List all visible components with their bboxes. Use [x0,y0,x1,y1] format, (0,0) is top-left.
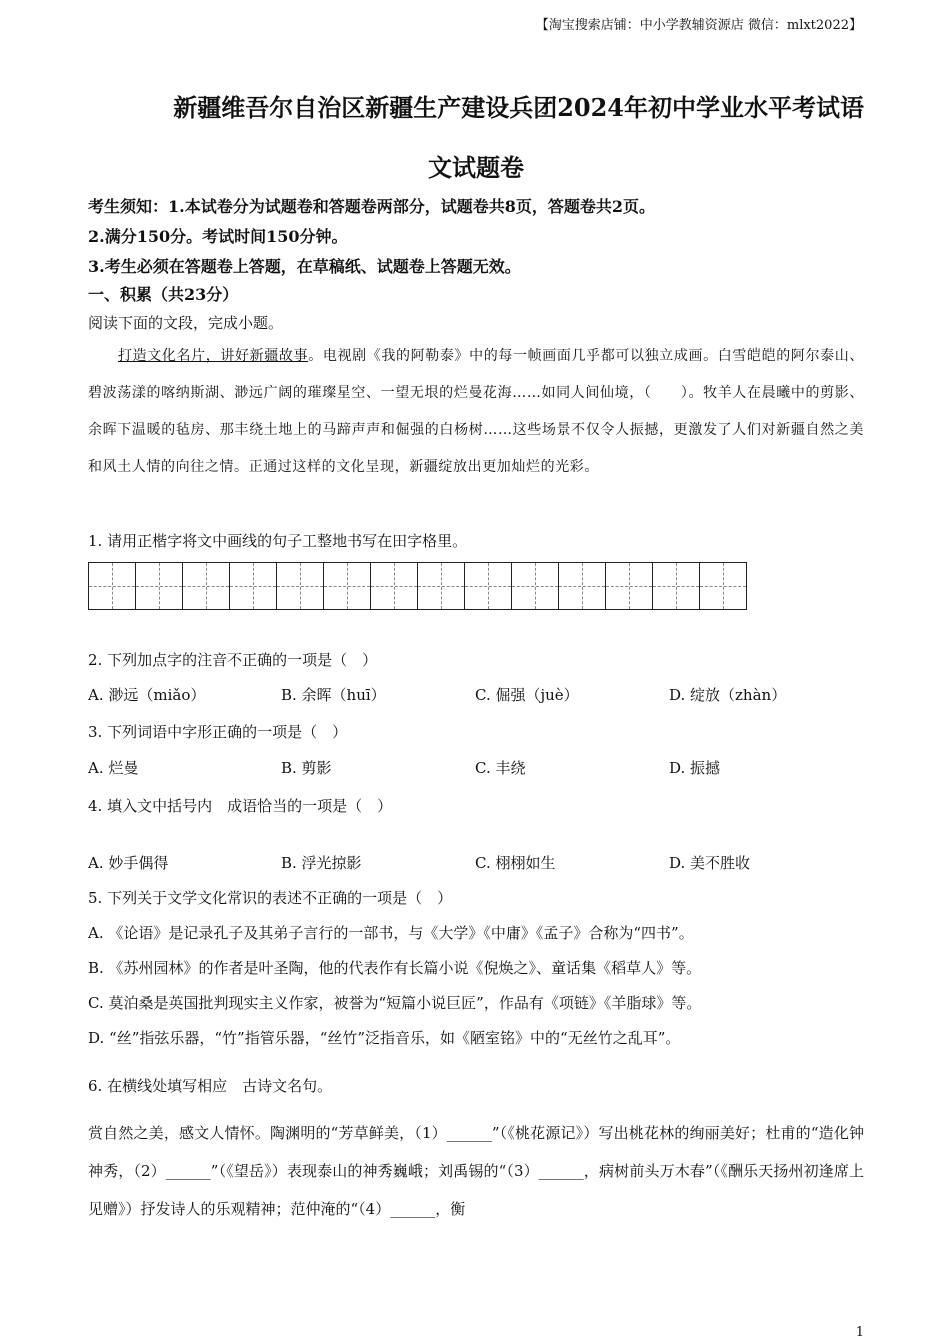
q3-option-d[interactable]: D. 振撼 [669,759,721,777]
q2-option-a[interactable]: A. 渺远（miǎo） [88,686,206,704]
tianzige-cell[interactable] [182,562,230,610]
reading-passage [88,338,864,486]
q2-option-c[interactable]: C. 倔强（juè） [475,686,579,704]
tianzige-cell[interactable] [135,562,183,610]
tianzige-cell[interactable] [229,562,277,610]
q3-option-b[interactable]: B. 剪影 [281,759,332,777]
q5-option-c[interactable]: C. 莫泊桑是英国批判现实主义作家，被誉为“短篇小说巨匠”，作品有《项链》《羊脂球》等。 [88,994,702,1012]
notice-line-3: 3.考生必须在答题卷上答题，在草稿纸、试题卷上答题无效。 [88,257,521,276]
section-heading: 一、积累（共23分） [88,285,239,304]
q5-option-a[interactable]: A. 《论语》是记录孔子及其弟子言行的一部书，与《大学》《中庸》《孟子》合称为“四书”。 [88,924,694,942]
question-5: 5. 下列关于文学文化常识的表述不正确的一项是（ ） [88,889,453,907]
q4-option-a[interactable]: A. 妙手偶得 [88,854,169,872]
q5-option-d[interactable]: D. “丝”指弦乐器，“竹”指管乐器，“丝竹”泛指音乐，如《陋室铭》中的“无丝竹之乱耳”。 [88,1029,681,1047]
question-2: 2. 下列加点字的注音不正确的一项是（ ） [88,651,378,669]
tianzige-cell[interactable] [276,562,324,610]
passage-body: 。电视剧《我的阿勒泰》中的每一帧画面几乎都可以独立成画。白雪皑皑的阿尔泰山、碧波荡漾的喀纳斯湖、渺远广阔的璀璨星空、一望无垠的烂曼花海……如同人间仙境，（ ）。牧羊人在晨曦中的剪影、余晖下温暖的毡房、那丰绕土地上的马蹄声声和倔强的白杨树……这些场景不仅令人振撼，更激发了人们对新疆自然之美和风土人情的向往之情。正通过这样的文化呈现，新疆绽放出更加灿烂的光彩。 [88,348,864,475]
tianzige-cell[interactable] [464,562,512,610]
tianzige-cell[interactable] [370,562,418,610]
reading-intro: 阅读下面的文段，完成小题。 [88,314,284,332]
q2-option-b[interactable]: B. 余晖（huī） [281,686,386,704]
tianzige-cell[interactable] [699,562,747,610]
tianzige-cell[interactable] [511,562,559,610]
exam-title-line1: 新疆维吾尔自治区新疆生产建设兵团2024年初中学业水平考试语 [173,93,864,122]
underlined-sentence: 打造文化名片，讲好新疆故事 [118,348,309,364]
tianzige-cell[interactable] [558,562,606,610]
question-3: 3. 下列词语中字形正确的一项是（ ） [88,723,348,741]
tianzige-cell[interactable] [417,562,465,610]
q2-option-d[interactable]: D. 绽放（zhàn） [669,686,787,704]
q6-fill-in-text[interactable]: 赏自然之美，感文人情怀。陶渊明的“芳草鲜美，（1）______”（《桃花源记》）写出桃花林的绚丽美好；杜甫的“造化钟神秀，（2）______”（《望岳》）表现泰山的神秀巍峨；刘禹锡的“（3）______，病树前头万木春”（《酬乐天扬州初逢席上见赠》）抒发诗人的乐观精神；范仲淹的“（4）______，衡 [88,1124,864,1218]
q3-option-c[interactable]: C. 丰绕 [475,759,526,777]
shop-header-note: 【淘宝搜索店铺：中小学教辅资源店 微信：mlxt2022】 [535,18,862,33]
question-1: 1. 请用正楷字将文中画线的句子工整地书写在田字格里。 [88,532,468,550]
q4-option-b[interactable]: B. 浮光掠影 [281,854,362,872]
question-4: 4. 填入文中括号内 成语恰当的一项是（ ） [88,797,393,815]
tianzige-cell[interactable] [323,562,371,610]
q3-option-a[interactable]: A. 烂曼 [88,759,139,777]
question-6: 6. 在横线处填写相应 古诗文名句。 [88,1077,333,1095]
q4-option-d[interactable]: D. 美不胜收 [669,854,751,872]
tianzige-cell[interactable] [605,562,653,610]
tianzige-grid[interactable] [88,562,746,610]
tianzige-cell[interactable] [652,562,700,610]
notice-line-2: 2.满分150分。考试时间150分钟。 [88,227,348,246]
page-number: 1 [855,1325,864,1340]
tianzige-cell[interactable] [88,562,136,610]
notice-line-1: 考生须知：1.本试卷分为试题卷和答题卷两部分，试题卷共8页，答题卷共2页。 [88,197,655,216]
q4-option-c[interactable]: C. 栩栩如生 [475,854,556,872]
q5-option-b[interactable]: B. 《苏州园林》的作者是叶圣陶，他的代表作有长篇小说《倪焕之》、童话集《稻草人》等。 [88,959,702,977]
exam-title-line2: 文试题卷 [428,153,524,182]
